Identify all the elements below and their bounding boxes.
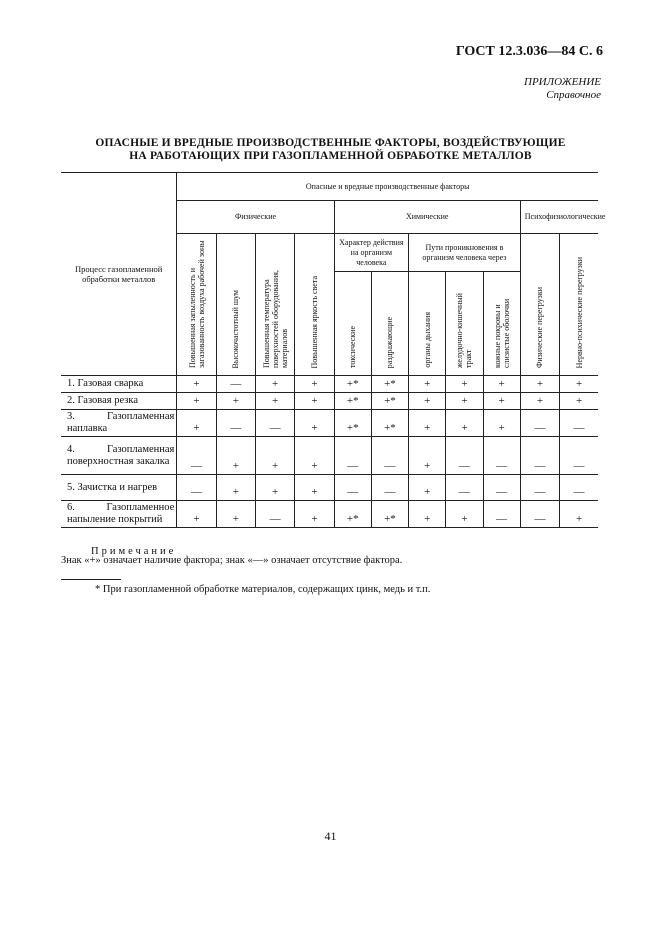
factor-mark: +* <box>334 376 371 393</box>
factor-mark: — <box>446 475 483 501</box>
factor-mark: +* <box>371 501 408 528</box>
note-text: Знак «+» означает наличие фактора; знак «—» означает отсутствие фактора. <box>61 555 403 566</box>
appendix-type: Справочное <box>546 89 601 101</box>
factor-mark: — <box>371 475 408 501</box>
factor-mark: — <box>483 437 520 475</box>
factor-mark: + <box>409 393 446 410</box>
factor-mark: + <box>295 437 334 475</box>
column-physical-overload: Физические перегрузки <box>520 234 559 376</box>
factor-mark: + <box>295 501 334 528</box>
column-respiratory: органы дыхания <box>409 272 446 376</box>
column-dust-gas: Повышенная запыленность и загазованность воздуха рабочей зоны <box>177 234 216 376</box>
column-neuro-overload: Нервно-психические перегрузки <box>560 234 598 376</box>
factor-mark: + <box>295 393 334 410</box>
factor-mark: +* <box>371 393 408 410</box>
subgroup-paths: Пути проникновения в организм человека через <box>409 234 521 272</box>
factor-mark: — <box>560 410 598 437</box>
factor-mark: + <box>560 376 598 393</box>
factor-mark: +* <box>371 410 408 437</box>
factor-mark: — <box>520 501 559 528</box>
factor-mark: — <box>560 475 598 501</box>
table-row <box>61 393 598 410</box>
factor-mark: + <box>409 501 446 528</box>
factor-mark: + <box>446 501 483 528</box>
factor-mark: — <box>255 410 294 437</box>
column-skin: кожные покровы и слизистые оболочки <box>483 272 520 376</box>
footnote: * При газопламенной обработке материалов, содержащих цинк, медь и т.п. <box>95 584 431 595</box>
factor-mark: — <box>520 437 559 475</box>
factor-mark: +* <box>371 376 408 393</box>
factor-mark: +* <box>334 410 371 437</box>
factor-mark: + <box>560 501 598 528</box>
page-number: 41 <box>324 829 337 843</box>
column-temperature: Повышенная температура поверхностей оборудования, материалов <box>255 234 294 376</box>
table-row <box>61 376 598 393</box>
factor-mark: — <box>483 501 520 528</box>
factor-mark: — <box>483 475 520 501</box>
process-name: 6. Газопламенное напыление покрытий <box>61 501 177 528</box>
factor-mark: + <box>446 376 483 393</box>
factor-mark: + <box>255 376 294 393</box>
factor-mark: + <box>483 393 520 410</box>
process-name: 4. Газопламенная поверхностная закалка <box>61 437 177 475</box>
group-chemical: Химические <box>334 201 520 234</box>
factor-mark: + <box>295 475 334 501</box>
factor-mark: + <box>409 475 446 501</box>
process-name: 5. Зачистка и нагрев <box>61 475 177 501</box>
factor-mark: + <box>446 393 483 410</box>
column-digestive: желудочно-кишечный тракт <box>446 272 483 376</box>
factor-mark: +* <box>334 501 371 528</box>
factor-mark: — <box>334 475 371 501</box>
factor-mark: + <box>177 410 216 437</box>
factor-mark: + <box>520 393 559 410</box>
table-row <box>61 501 598 528</box>
factor-mark: + <box>216 501 255 528</box>
factor-mark: — <box>216 410 255 437</box>
factor-mark: — <box>560 437 598 475</box>
factor-mark: + <box>295 410 334 437</box>
factor-mark: — <box>177 437 216 475</box>
appendix-title: ПРИЛОЖЕНИЕ <box>524 76 601 88</box>
column-noise: Высокочастотный шум <box>216 234 255 376</box>
factor-mark: — <box>371 437 408 475</box>
factor-mark: — <box>334 437 371 475</box>
note-heading: Примечание <box>91 546 177 557</box>
factor-mark: — <box>255 501 294 528</box>
table-row <box>61 410 598 437</box>
group-physical: Физические <box>177 201 334 234</box>
column-brightness: Повышенная яркость света <box>295 234 334 376</box>
factor-mark: + <box>483 410 520 437</box>
process-column-header: Процесс газопламенной обработки металлов <box>61 173 177 376</box>
factor-mark: — <box>520 475 559 501</box>
factor-mark: + <box>483 376 520 393</box>
subgroup-character: Характер действия на организм человека <box>334 234 408 272</box>
process-name: 2. Газовая резка <box>61 393 177 410</box>
factors-table <box>61 172 606 528</box>
appendix-label <box>524 76 601 102</box>
group-psychophysiological: Психофизиологические <box>520 201 598 234</box>
factor-mark: + <box>409 437 446 475</box>
factor-mark: + <box>177 376 216 393</box>
column-toxic: токсические <box>334 272 371 376</box>
factor-mark: + <box>520 376 559 393</box>
factor-mark: + <box>177 501 216 528</box>
factor-mark: + <box>255 437 294 475</box>
factor-mark: +* <box>334 393 371 410</box>
factor-mark: — <box>446 437 483 475</box>
factor-mark: + <box>255 475 294 501</box>
factor-mark: — <box>520 410 559 437</box>
factors-header: Опасные и вредные производственные факторы <box>177 173 598 201</box>
factor-mark: — <box>177 475 216 501</box>
column-irritant: раздражающие <box>371 272 408 376</box>
table-row <box>61 475 598 501</box>
factor-mark: + <box>255 393 294 410</box>
factor-mark: + <box>295 376 334 393</box>
table-row <box>61 437 598 475</box>
factor-mark: + <box>216 393 255 410</box>
factor-mark: + <box>409 410 446 437</box>
document-code: ГОСТ 12.3.036—84 С. 6 <box>455 44 603 59</box>
factor-mark: + <box>560 393 598 410</box>
factor-mark: — <box>216 376 255 393</box>
page-title-line-2: НА РАБОТАЮЩИХ ПРИ ГАЗОПЛАМЕННОЙ ОБРАБОТКЕ МЕТАЛЛОВ <box>129 150 532 162</box>
factor-mark: + <box>216 475 255 501</box>
factor-mark: + <box>177 393 216 410</box>
factor-mark: + <box>409 376 446 393</box>
page-title-line-1: ОПАСНЫЕ И ВРЕДНЫЕ ПРОИЗВОДСТВЕННЫЕ ФАКТОРЫ, ВОЗДЕЙСТВУЮЩИЕ <box>95 137 566 149</box>
page-title <box>0 137 661 163</box>
factor-mark: + <box>216 437 255 475</box>
process-name: 3. Газопламенная наплавка <box>61 410 177 437</box>
footnote-divider <box>61 579 121 580</box>
process-name: 1. Газовая сварка <box>61 376 177 393</box>
factor-mark: + <box>446 410 483 437</box>
